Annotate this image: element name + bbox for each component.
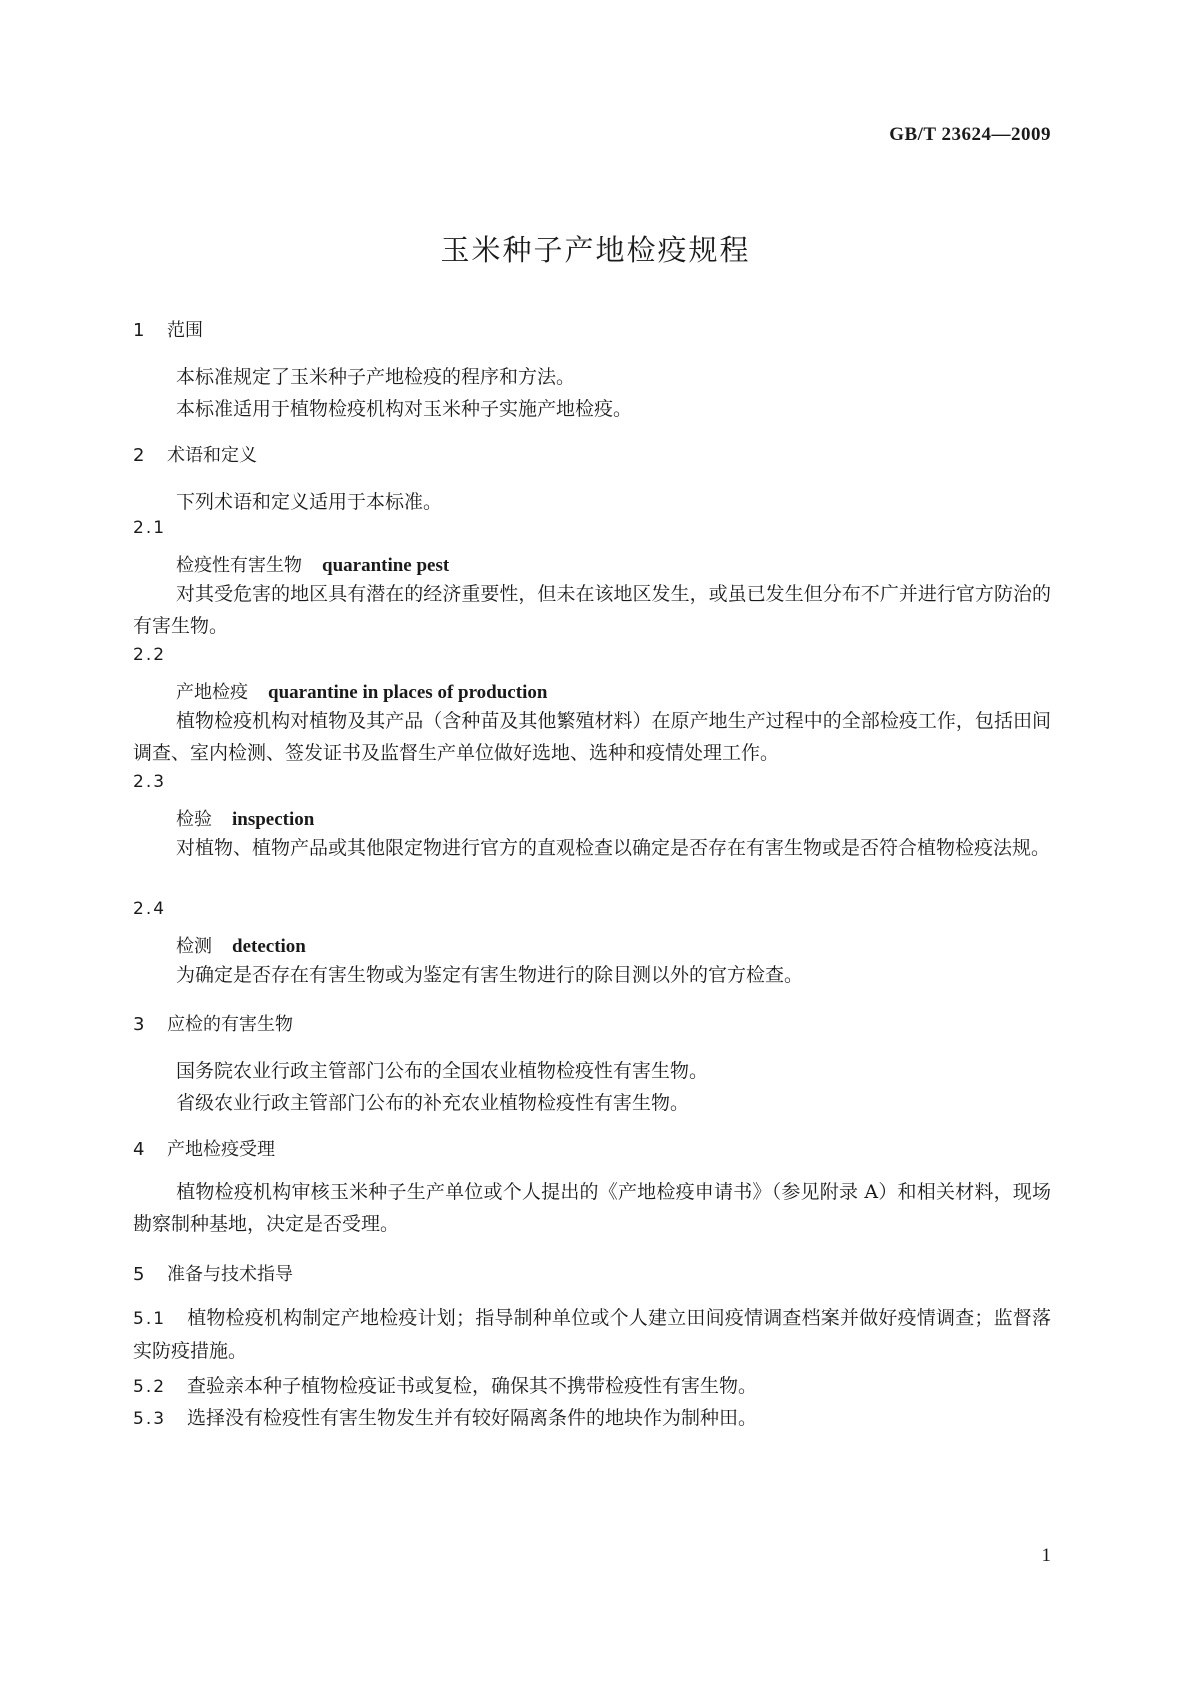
section-number: 3 [133, 1014, 145, 1035]
term-chinese: 检测 [176, 936, 212, 957]
term-english: inspection [232, 809, 315, 830]
clause-number: 5.2 [133, 1377, 167, 1397]
section-title: 术语和定义 [167, 445, 257, 466]
clause-number: 5.3 [133, 1409, 167, 1429]
section-5-heading [133, 1260, 293, 1286]
term-definition: 为确定是否存在有害生物或为鉴定有害生物进行的除目测以外的官方检查。 [176, 964, 804, 986]
section-number: 5 [133, 1264, 145, 1285]
clause-number: 5.1 [133, 1309, 167, 1329]
term-english: quarantine in places of production [268, 682, 548, 703]
document-title: 玉米种子产地检疫规程 [440, 233, 751, 267]
section-number: 1 [133, 320, 145, 341]
term-title [176, 678, 547, 704]
term-title [176, 932, 306, 958]
section-title: 产地检疫受理 [167, 1139, 275, 1160]
clause [133, 1371, 757, 1398]
term-number: 2.4 [133, 899, 167, 919]
section-4-heading [133, 1135, 275, 1161]
term-number: 2.1 [133, 518, 167, 538]
paragraph: 本标准适用于植物检疫机构对玉米种子实施产地检疫。 [176, 398, 633, 420]
term-english: quarantine pest [322, 555, 450, 576]
section-number: 4 [133, 1139, 145, 1160]
clause-text: 选择没有检疫性有害生物发生并有较好隔离条件的地块作为制种田。 [187, 1407, 758, 1429]
clause [133, 1302, 1051, 1367]
section-title: 准备与技术指导 [167, 1264, 293, 1285]
term-chinese: 产地检疫 [176, 682, 248, 703]
paragraph: 省级农业行政主管部门公布的补充农业植物检疫性有害生物。 [176, 1092, 690, 1114]
paragraph: 本标准规定了玉米种子产地检疫的程序和方法。 [176, 366, 576, 388]
section-2-heading [133, 441, 257, 467]
section-title: 范围 [167, 320, 203, 341]
term-title [176, 805, 314, 831]
clause-text: 植物检疫机构制定产地检疫计划；指导制种单位或个人建立田间疫情调查档案并做好疫情调查；监督落实防疫措施。 [133, 1307, 1051, 1362]
paragraph: 国务院农业行政主管部门公布的全国农业植物检疫性有害生物。 [176, 1060, 709, 1082]
section-1-heading [133, 316, 203, 342]
standard-number: GB/T 23624—2009 [889, 124, 1051, 145]
clause [133, 1403, 757, 1430]
term-number: 2.2 [133, 645, 167, 665]
paragraph: 下列术语和定义适用于本标准。 [176, 491, 443, 513]
term-english: detection [232, 936, 306, 957]
term-chinese: 检验 [176, 809, 212, 830]
term-definition: 对植物、植物产品或其他限定物进行官方的直观检查以确定是否存在有害生物或是否符合植物检疫法规。 [176, 837, 1051, 859]
term-chinese: 检疫性有害生物 [176, 555, 302, 576]
term-definition: 植物检疫机构对植物及其产品（含种苗及其他繁殖材料）在原产地生产过程中的全部检疫工作，包括田间调查、室内检测、签发证书及监督生产单位做好选地、选种和疫情处理工作。 [133, 710, 1051, 764]
section-3-heading [133, 1010, 293, 1036]
section-title: 应检的有害生物 [167, 1014, 293, 1035]
clause-text: 查验亲本种子植物检疫证书或复检，确保其不携带检疫性有害生物。 [187, 1375, 758, 1397]
term-definition: 对其受危害的地区具有潜在的经济重要性，但未在该地区发生，或虽已发生但分布不广并进行官方防治的有害生物。 [133, 583, 1051, 637]
paragraph: 植物检疫机构审核玉米种子生产单位或个人提出的《产地检疫申请书》（参见附录 A）和相关材料，现场勘察制种基地，决定是否受理。 [133, 1181, 1051, 1235]
term-number: 2.3 [133, 772, 167, 792]
section-number: 2 [133, 445, 145, 466]
page-number: 1 [1041, 1545, 1051, 1566]
term-title [176, 551, 449, 577]
